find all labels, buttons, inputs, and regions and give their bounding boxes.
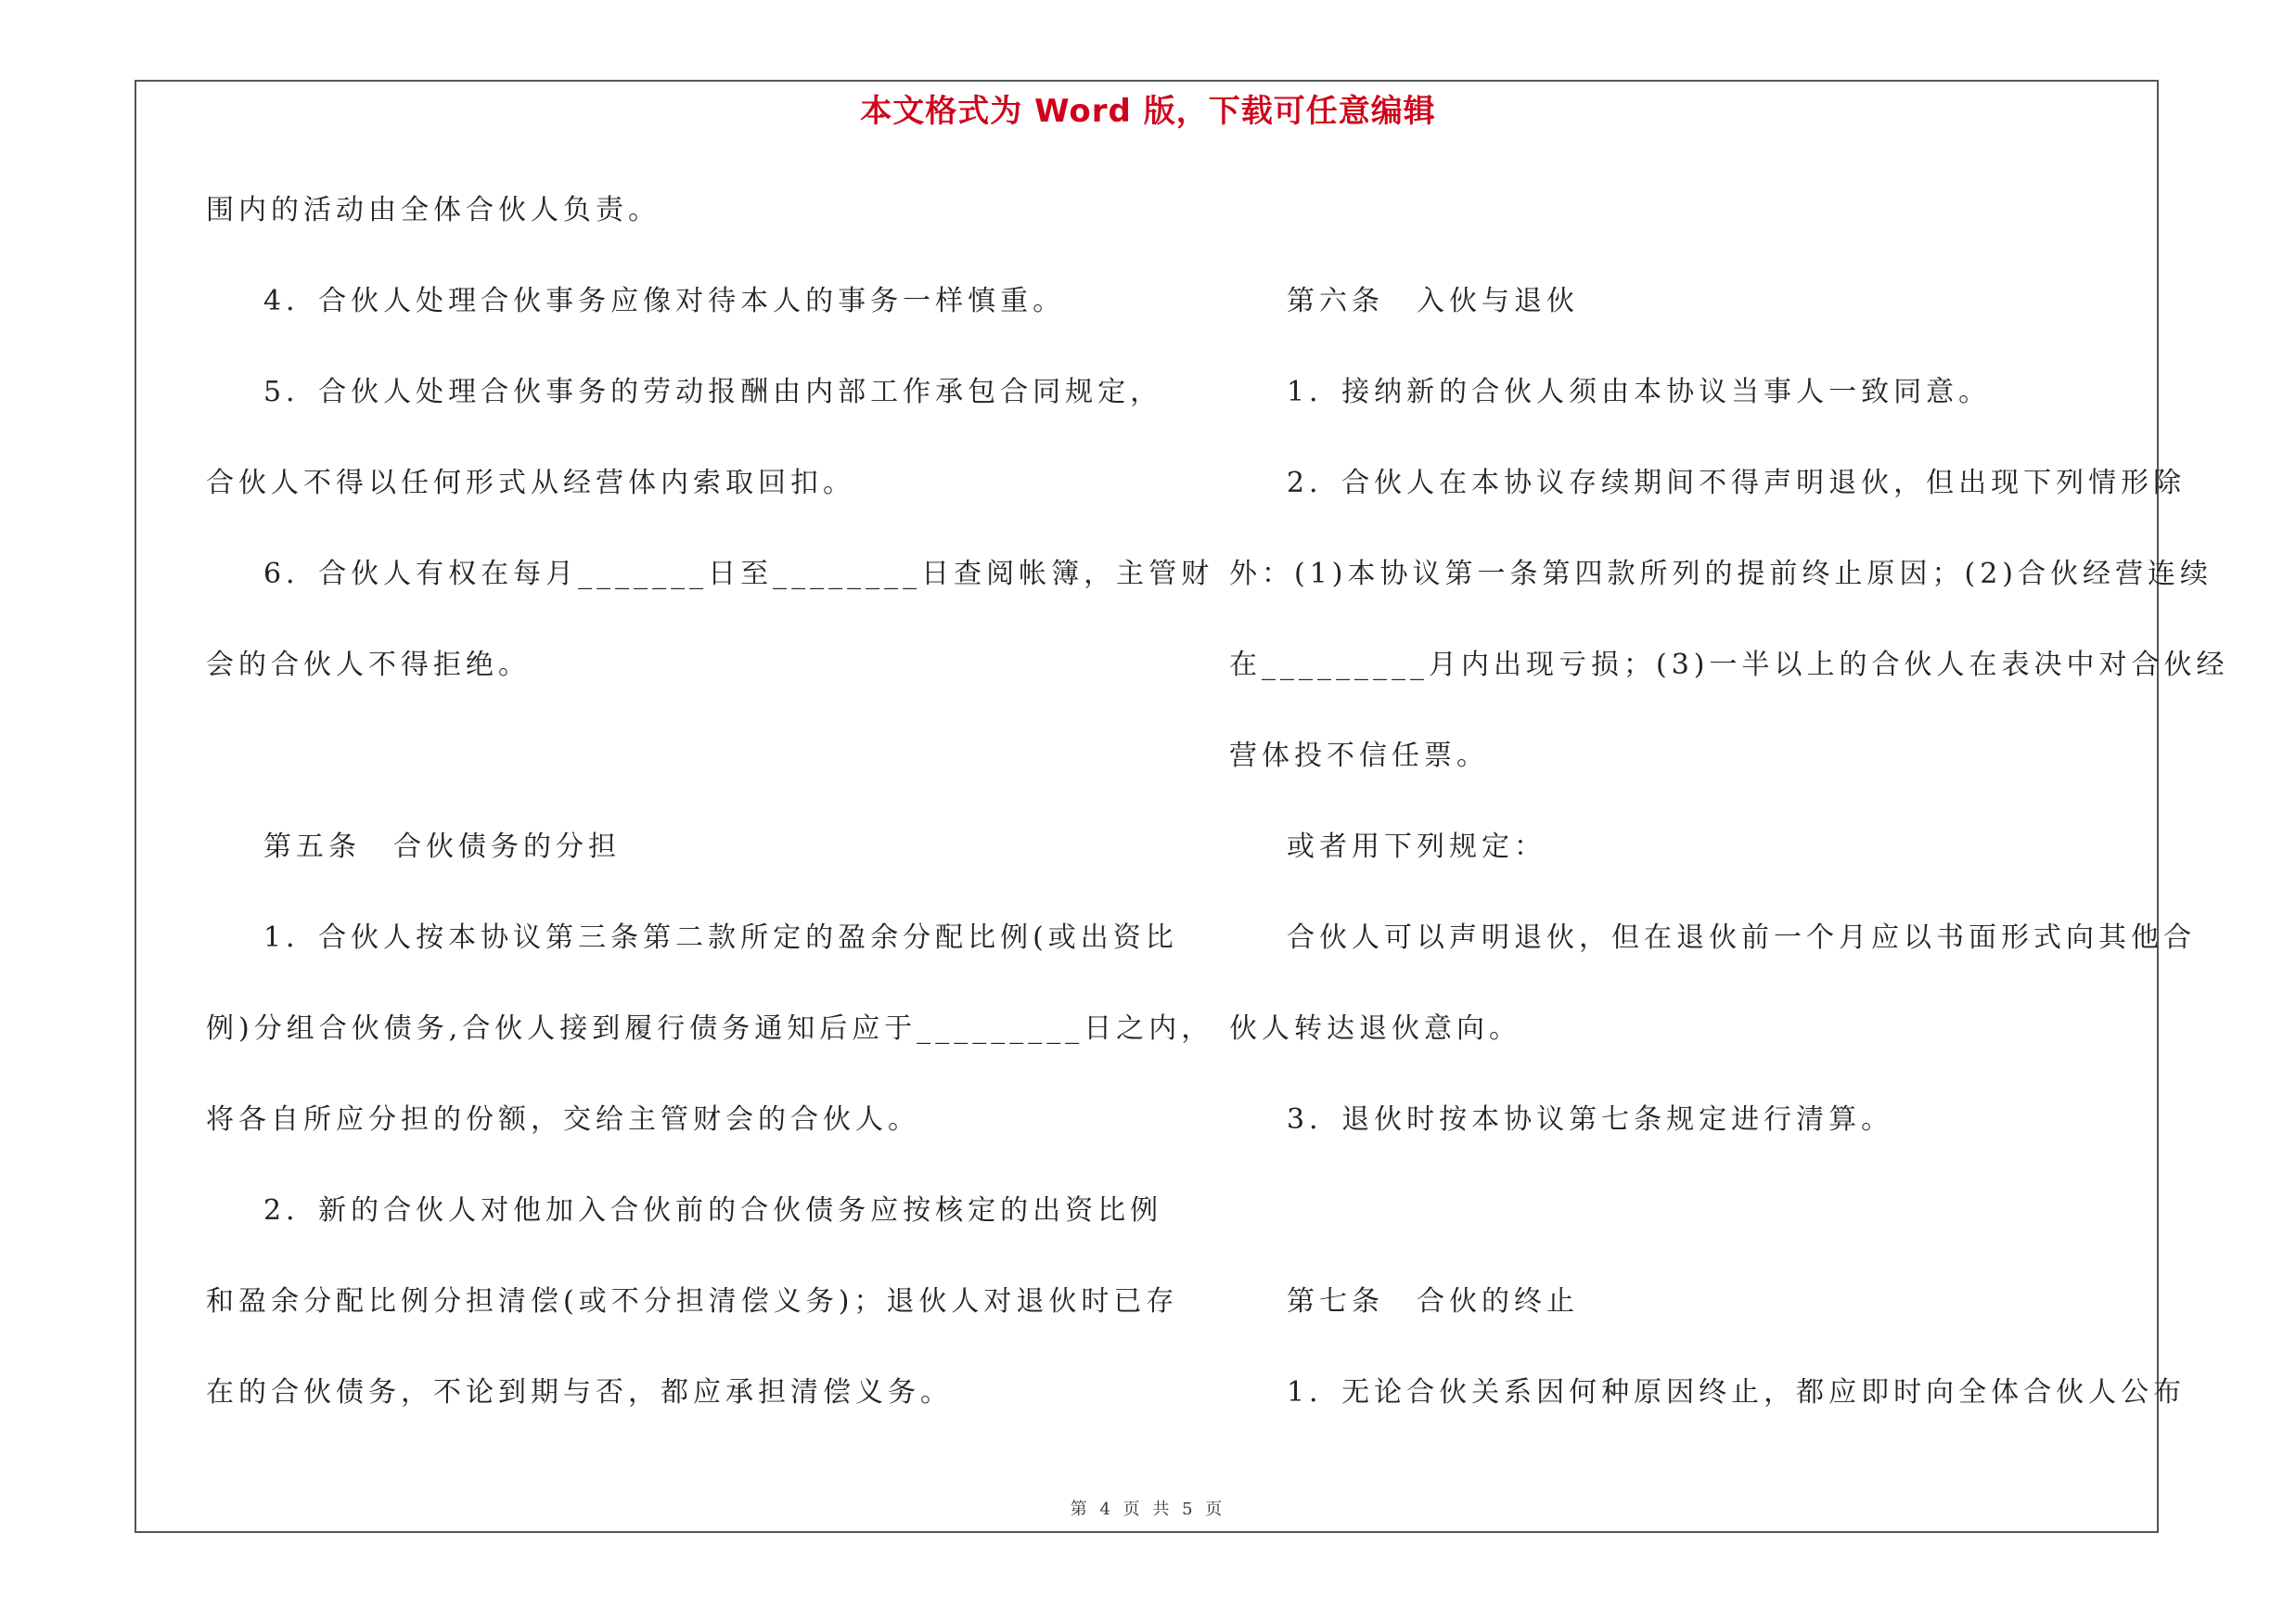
editable-notice-banner: 本文格式为 Word 版，下载可任意编辑: [860, 93, 1436, 130]
paragraph-line: 1．无论合伙关系因何种原因终止，都应即时向全体合伙人公布: [1287, 1376, 2187, 1409]
paragraph-line: 伙人转达退伙意向。: [1229, 1012, 1521, 1045]
page-number-footer: 第 4 页 共 5 页: [1070, 1500, 1226, 1519]
paragraph-line: 例)分组合伙债务,合伙人接到履行债务通知后应于_________日之内，: [206, 1012, 1214, 1045]
paragraph-line: 4．合伙人处理合伙事务应像对待本人的事务一样慎重。: [263, 285, 1066, 317]
paragraph-line: 1．合伙人按本协议第三条第二款所定的盈余分配比例(或出资比: [263, 921, 1178, 954]
paragraph-line: 将各自所应分担的份额，交给主管财会的合伙人。: [206, 1103, 920, 1136]
paragraph-line: 围内的活动由全体合伙人负责。: [206, 194, 661, 226]
paragraph-line: 5．合伙人处理合伙事务的劳动报酬由内部工作承包合同规定，: [263, 376, 1163, 408]
paragraph-line: 合伙人不得以任何形式从经营体内索取回扣。: [206, 467, 855, 499]
section-heading: 第五条 合伙债务的分担: [263, 831, 621, 863]
paragraph-line: 2．新的合伙人对他加入合伙前的合伙债务应按核定的出资比例: [263, 1194, 1163, 1227]
section-heading: 第七条 合伙的终止: [1287, 1285, 1579, 1318]
paragraph-line: 外：(1)本协议第一条第四款所列的提前终止原因；(2)合伙经营连续: [1229, 558, 2213, 590]
paragraph-line: 6．合伙人有权在每月_______日至________日查阅帐簿，主管财: [263, 558, 1214, 590]
paragraph-line: 或者用下列规定：: [1287, 831, 1546, 863]
paragraph-line: 会的合伙人不得拒绝。: [206, 649, 531, 681]
paragraph-line: 3．退伙时按本协议第七条规定进行清算。: [1287, 1103, 1894, 1136]
paragraph-line: 在的合伙债务，不论到期与否，都应承担清偿义务。: [206, 1376, 953, 1409]
paragraph-line: 在_________月内出现亏损；(3)一半以上的合伙人在表决中对合伙经: [1229, 649, 2229, 681]
paragraph-line: 和盈余分配比例分担清偿(或不分担清偿义务)；退伙人对退伙时已存: [206, 1285, 1179, 1318]
paragraph-line: 2．合伙人在本协议存续期间不得声明退伙，但出现下列情形除: [1287, 467, 2187, 499]
paragraph-line: 合伙人可以声明退伙，但在退伙前一个月应以书面形式向其他合: [1287, 921, 2196, 954]
section-heading: 第六条 入伙与退伙: [1287, 285, 1579, 317]
paragraph-line: 1．接纳新的合伙人须由本协议当事人一致同意。: [1287, 376, 1992, 408]
paragraph-line: 营体投不信任票。: [1229, 740, 1489, 772]
